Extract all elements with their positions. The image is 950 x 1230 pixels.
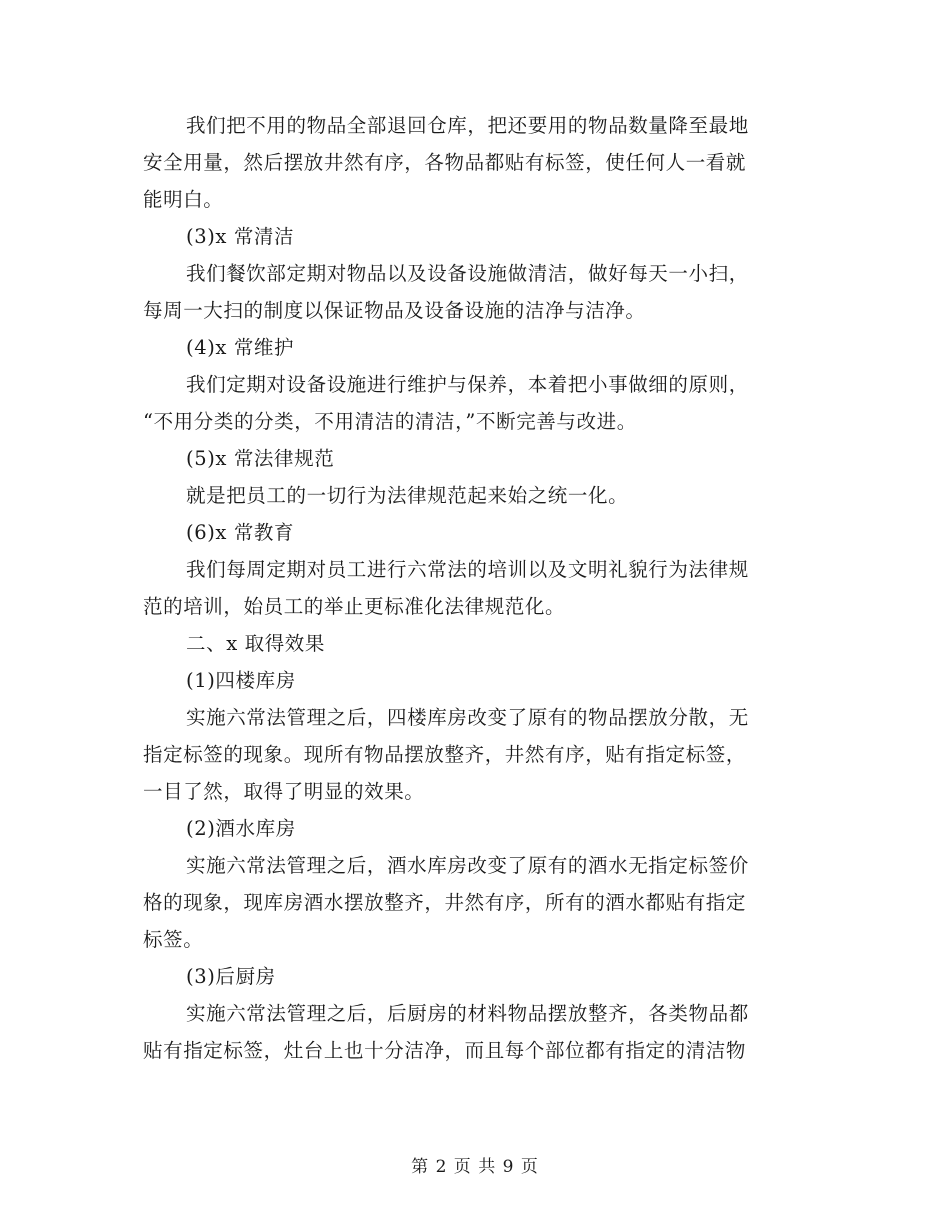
text-line: (4)x 常维护 xyxy=(186,336,295,359)
text-line: “不用分类的分类，不用清洁的清洁，”不断完善与改进。 xyxy=(143,410,637,433)
text-line: 格的现象，现库房酒水摆放整齐，井然有序，所有的酒水都贴有指定 xyxy=(143,891,747,914)
text-line: 我们餐饮部定期对物品以及设备设施做清洁，做好每天一小扫， xyxy=(186,262,749,285)
text-line: (2)酒水库房 xyxy=(186,817,296,840)
document-body xyxy=(143,107,811,1069)
page-footer: 第 2 页 共 9 页 xyxy=(411,1157,539,1177)
text-line: (5)x 常法律规范 xyxy=(186,447,335,470)
text-line: 安全用量，然后摆放井然有序，各物品都贴有标签，使任何人一看就 xyxy=(143,151,747,174)
text-line: (6)x 常教育 xyxy=(186,521,295,544)
text-line: 实施六常法管理之后，后厨房的材料物品摆放整齐，各类物品都 xyxy=(186,1002,749,1025)
text-line: 我们定期对设备设施进行维护与保养，本着把小事做细的原则， xyxy=(186,373,749,396)
text-line: 一目了然，取得了明显的效果。 xyxy=(143,780,425,803)
text-line: (3)后厨房 xyxy=(186,965,276,988)
text-line: 贴有指定标签，灶台上也十分洁净，而且每个部位都有指定的清洁物 xyxy=(143,1039,747,1062)
text-line: (3)x 常清洁 xyxy=(186,225,295,248)
text-line: 就是把员工的一切行为法律规范起来始之统一化。 xyxy=(186,484,629,507)
text-line: (1)四楼库房 xyxy=(186,669,296,692)
text-line: 我们每周定期对员工进行六常法的培训以及文明礼貌行为法律规 xyxy=(186,558,749,581)
text-line: 指定标签的现象。现所有物品摆放整齐，井然有序，贴有指定标签， xyxy=(143,743,747,766)
text-line: 能明白。 xyxy=(143,188,224,211)
text-line: 我们把不用的物品全部退回仓库，把还要用的物品数量降至最地 xyxy=(186,114,749,137)
text-line: 实施六常法管理之后，酒水库房改变了原有的酒水无指定标签价 xyxy=(186,854,749,877)
text-line: 实施六常法管理之后，四楼库房改变了原有的物品摆放分散，无 xyxy=(186,706,749,729)
text-line: 标签。 xyxy=(143,928,204,951)
text-line: 范的培训，始员工的举止更标准化法律规范化。 xyxy=(143,595,566,618)
text-line: 二、x 取得效果 xyxy=(186,632,325,655)
text-line: 每周一大扫的制度以保证物品及设备设施的洁净与洁净。 xyxy=(143,299,646,322)
